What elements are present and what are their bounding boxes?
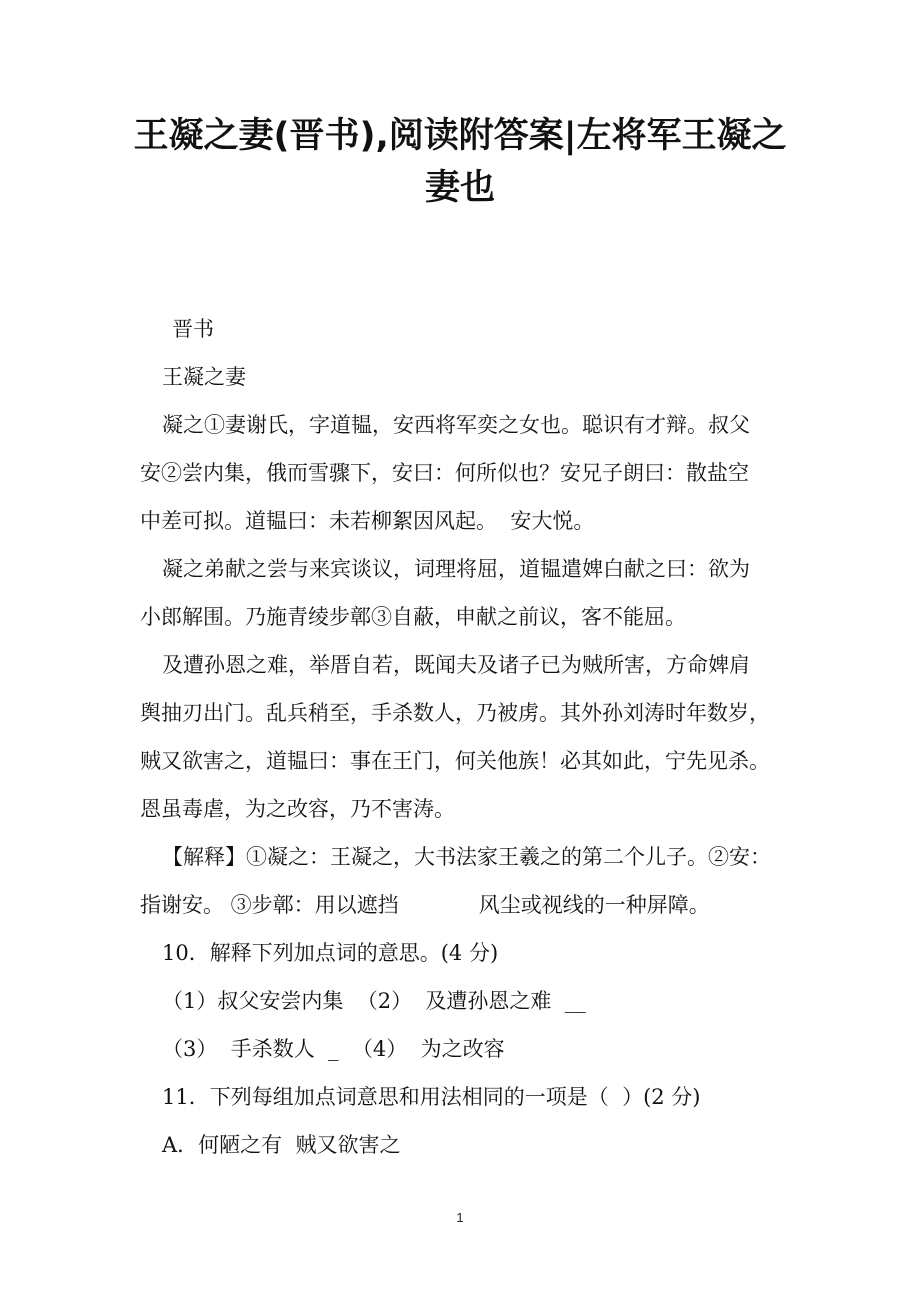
paragraph-line: 贼又欲害之，道韫曰：事在王门，何关他族！必其如此，宁先见杀。 (140, 749, 770, 773)
subtitle: 王凝之妻 (162, 365, 246, 389)
paragraph-line: 凝之①妻谢氏，字道韫，安西将军奕之女也。聪识有才辩。叔父 (162, 413, 750, 437)
notes-line: 【解释】①凝之：王凝之，大书法家王羲之的第二个儿子。②安： (162, 845, 771, 869)
question-row: （3） 手杀数人 _ （4） 为之改容 (162, 1037, 505, 1061)
question-stem: 11．下列每组加点词意思和用法相同的一项是（ ）(2 分) (162, 1085, 701, 1109)
title-line-1: 王凝之妻(晋书),阅读附答案|左将军王凝之 (133, 116, 787, 156)
question-row: （1）叔父安尝内集 （2） 及遭孙恩之难 __ (162, 989, 586, 1013)
page-number: 1 (456, 1210, 464, 1225)
question-stem: 10．解释下列加点词的意思。(4 分) (162, 941, 499, 965)
paragraph-line: 凝之弟献之尝与来宾谈议，词理将屈，道韫遣婢白献之曰：欲为 (162, 557, 750, 581)
title-line-2: 妻也 (424, 168, 495, 208)
notes-line: 指谢安。 ③步鄣：用以遮挡 风尘或视线的一种屏障。 (140, 893, 710, 917)
paragraph-line: 恩虽毒虐，为之改容，乃不害涛。 (140, 797, 455, 821)
paragraph-line: 及遭孙恩之难，举厝自若，既闻夫及诸子已为贼所害，方命婢肩 (162, 653, 750, 677)
paragraph-line: 舆抽刃出门。乱兵稍至，手杀数人，乃被虏。其外孙刘涛时年数岁， (140, 701, 770, 725)
paragraph-line: 中差可拟。道韫曰：未若柳絮因风起。 安大悦。 (140, 509, 595, 533)
paragraph-line: 小郎解围。乃施青绫步鄣③自蔽，申献之前议，客不能屈。 (140, 605, 686, 629)
paragraph-line: 安②尝内集，俄而雪骤下，安曰：何所似也？安兄子朗曰：散盐空 (140, 461, 749, 485)
source-label: 晋书 (172, 317, 214, 341)
page-title (120, 110, 800, 214)
answer-option-a: A．何陋之有 贼又欲害之 (162, 1133, 401, 1157)
